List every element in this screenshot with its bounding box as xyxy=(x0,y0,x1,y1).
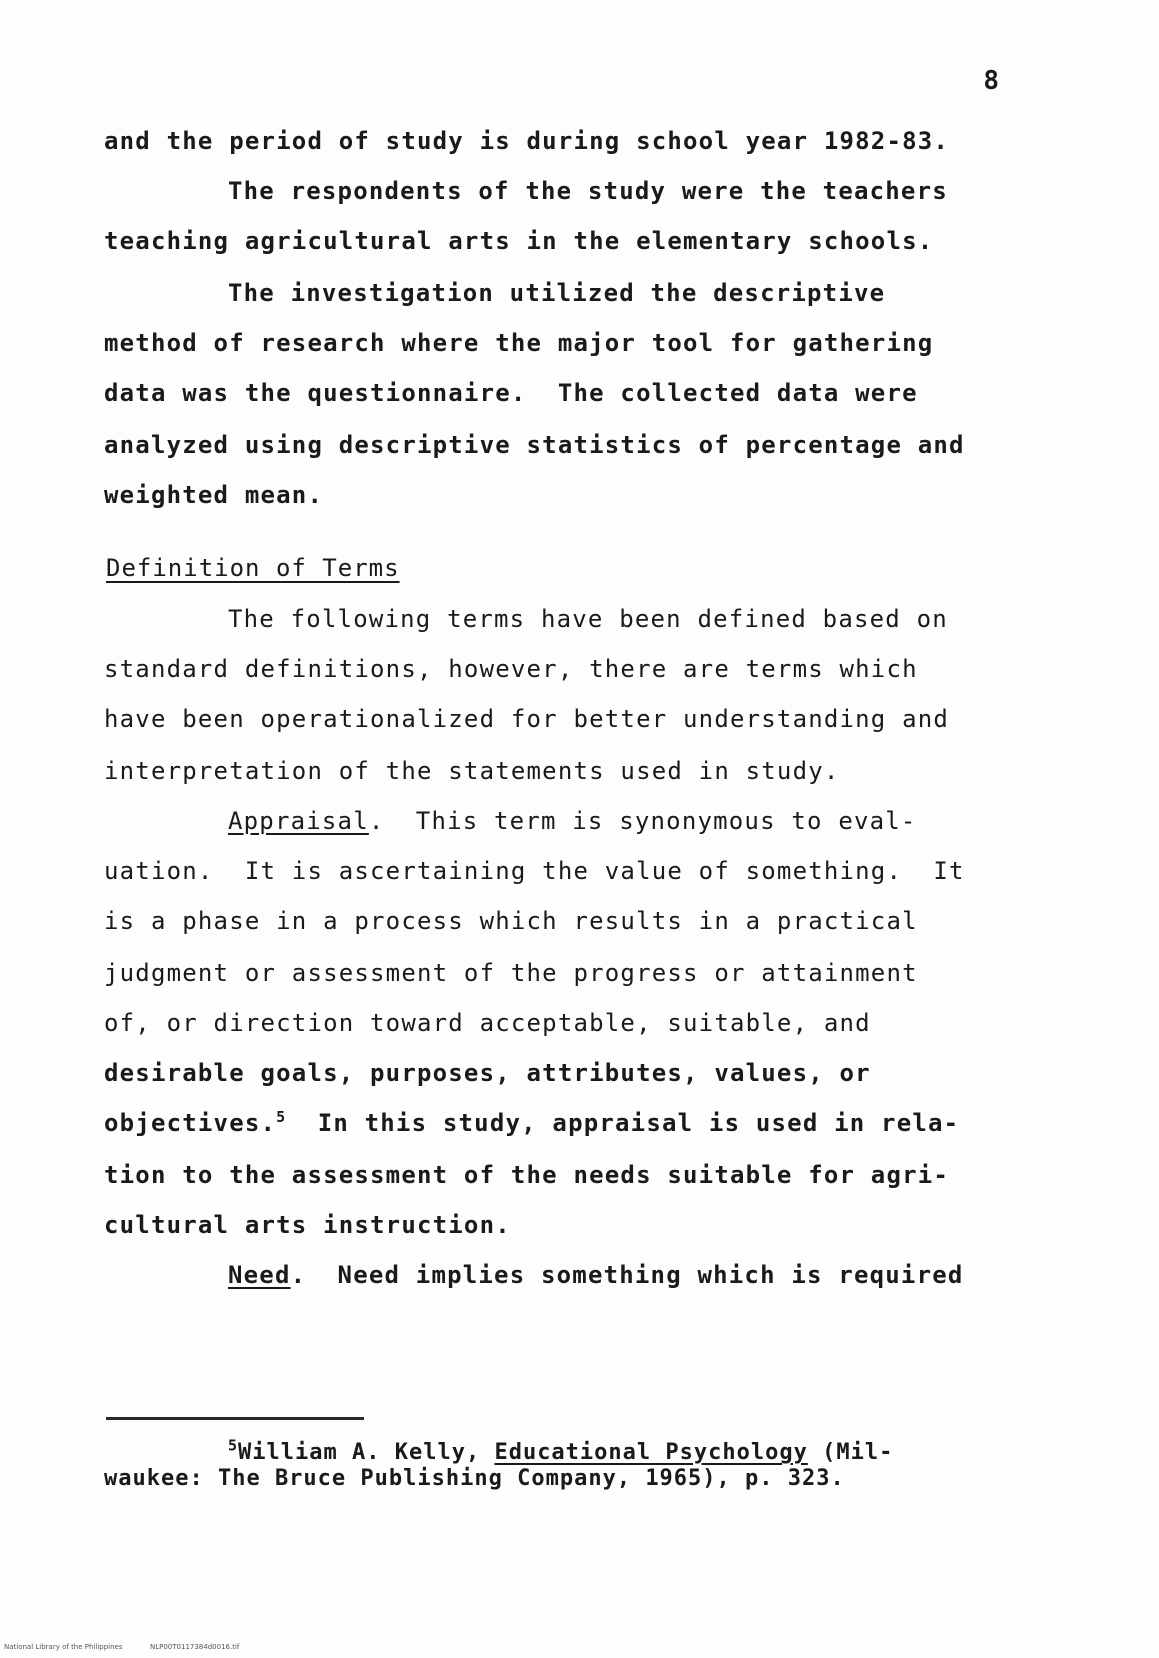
section-heading: Definition of Terms xyxy=(106,554,400,582)
scan-footer-filename: NLP00T0117384d0016.tif xyxy=(150,1643,240,1651)
need-term: Need xyxy=(228,1261,291,1289)
section-line-3: have been operationalized for better understanding and xyxy=(104,705,950,733)
appraisal-line-5: of, or direction toward acceptable, suitable, and xyxy=(104,1009,871,1037)
need-line xyxy=(228,1260,964,1290)
body-line-8: weighted mean. xyxy=(104,481,324,509)
footnote-title: Educational Psychology xyxy=(494,1440,808,1465)
footnote-reference: 5 xyxy=(276,1108,287,1126)
footnote-line-1 xyxy=(228,1436,894,1466)
page-number: 8 xyxy=(983,66,999,96)
section-line-4: interpretation of the statements used in study. xyxy=(104,757,840,785)
body-line-6: data was the questionnaire. The collected data were xyxy=(104,379,918,407)
objectives-word: objectives. xyxy=(104,1109,277,1137)
appraisal-term: Appraisal xyxy=(228,807,369,835)
footnote-mark: 5 xyxy=(228,1436,239,1455)
footnote-line-1-rest: (Mil- xyxy=(807,1440,894,1465)
appraisal-line-9: cultural arts instruction. xyxy=(104,1211,511,1239)
footnote-author: William A. Kelly, xyxy=(238,1440,495,1465)
appraisal-line-3: is a phase in a process which results in a practical xyxy=(104,907,918,935)
appraisal-line-6: desirable goals, purposes, attributes, values, or xyxy=(104,1059,871,1087)
appraisal-line-4: judgment or assessment of the progress or attainment xyxy=(104,959,918,987)
body-line-1: and the period of study is during school year 1982-83. xyxy=(104,127,950,155)
appraisal-line-7 xyxy=(104,1108,959,1138)
appraisal-line-2: uation. It is ascertaining the value of something. It xyxy=(104,857,965,885)
appraisal-line-1 xyxy=(228,806,917,836)
body-line-7: analyzed using descriptive statistics of percentage and xyxy=(104,431,965,459)
section-line-2: standard definitions, however, there are terms which xyxy=(104,655,918,683)
footnote-separator xyxy=(106,1417,364,1420)
body-line-4: The investigation utilized the descriptive xyxy=(228,279,886,307)
appraisal-line-1-rest: . This term is synonymous to eval- xyxy=(368,807,917,835)
body-line-2: The respondents of the study were the teachers xyxy=(228,177,948,205)
section-line-1: The following terms have been defined based on xyxy=(228,605,948,633)
appraisal-line-7-rest: In this study, appraisal is used in rela- xyxy=(286,1109,960,1137)
appraisal-line-8: tion to the assessment of the needs suitable for agri- xyxy=(104,1161,950,1189)
footnote-line-2: waukee: The Bruce Publishing Company, 1965), p. 323. xyxy=(104,1466,845,1491)
scan-footer-library: National Library of the Philippines xyxy=(4,1643,123,1651)
body-line-3: teaching agricultural arts in the elementary schools. xyxy=(104,227,934,255)
need-line-rest: . Need implies something which is required xyxy=(290,1261,964,1289)
body-line-5: method of research where the major tool for gathering xyxy=(104,329,934,357)
